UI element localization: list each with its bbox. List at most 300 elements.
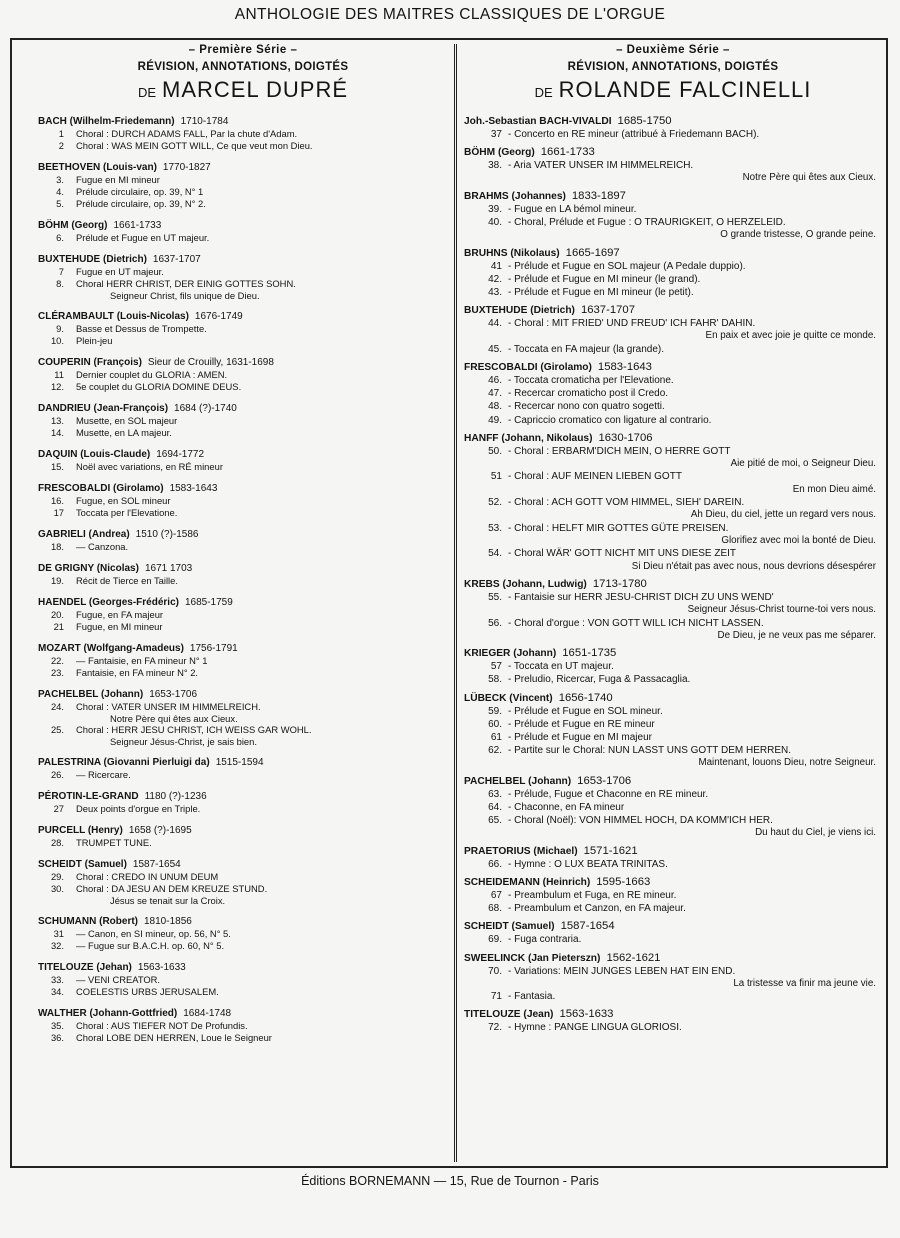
composer-heading bbox=[38, 688, 448, 701]
work-number: 62. bbox=[488, 745, 502, 757]
work-title: - Choral WÄR' GOTT NICHT MIT UNS DIESE ZEIT bbox=[508, 548, 737, 560]
composer-heading bbox=[464, 775, 882, 788]
work-number: 7 bbox=[58, 266, 64, 277]
composer-dates: 1563-1633 bbox=[559, 1008, 614, 1021]
work-title: - Partite sur le Choral: NUN LASST UNS GOTT DEM HERREN. bbox=[508, 745, 792, 757]
work-number: 16. bbox=[50, 495, 64, 506]
work-number: 15. bbox=[50, 461, 64, 472]
composer-heading bbox=[464, 190, 882, 203]
work-title: - Toccata en FA majeur (la grande). bbox=[508, 343, 665, 355]
work-title: 5e couplet du GLORIA DOMINE DEUS. bbox=[76, 381, 242, 392]
work-entry bbox=[464, 673, 882, 686]
composer-name: MOZART (Wolfgang-Amadeus) bbox=[38, 643, 184, 654]
work-number: 36. bbox=[50, 1032, 64, 1043]
work-number: 32. bbox=[50, 940, 64, 951]
work-number: 47. bbox=[488, 388, 502, 400]
composer-name: BRUHNS (Nikolaus) bbox=[464, 247, 560, 259]
composer-name: SCHEIDEMANN (Heinrich) bbox=[464, 876, 591, 888]
work-number: 50. bbox=[488, 445, 502, 457]
composer-dates: 1563-1633 bbox=[137, 962, 186, 973]
work-title: - Prélude et Fugue en MI mineur (le petit). bbox=[508, 287, 694, 299]
work-title: - Toccata en UT majeur. bbox=[508, 661, 614, 673]
composer-dates: 1515-1594 bbox=[215, 757, 264, 768]
composer-dates: 1694-1772 bbox=[156, 449, 205, 460]
work-number: 33. bbox=[50, 974, 64, 985]
work-number: 53. bbox=[488, 522, 502, 534]
composer-dates: 1684 (?)-1740 bbox=[174, 403, 237, 414]
work-entry bbox=[38, 871, 448, 883]
work-number: 9. bbox=[56, 323, 64, 334]
composer-dates: 1671 1703 bbox=[144, 563, 193, 574]
composer-name: BEETHOVEN (Louis-van) bbox=[38, 162, 157, 173]
work-number: 14. bbox=[50, 427, 64, 438]
work-title: - Preludio, Ricercar, Fuga & Passacaglia. bbox=[508, 674, 691, 686]
composer-heading bbox=[38, 790, 448, 803]
work-title: Choral : WAS MEIN GOTT WILL, Ce que veut mon Dieu. bbox=[76, 140, 313, 151]
work-title: Choral : DURCH ADAMS FALL, Par la chute d'Adam. bbox=[76, 128, 298, 139]
work-number: 34. bbox=[50, 986, 64, 997]
work-entry bbox=[464, 801, 882, 814]
work-title: - Choral : ACH GOTT VOM HIMMEL, SIEH' DAREIN. bbox=[508, 497, 745, 509]
composer-heading bbox=[38, 448, 448, 461]
composer-dates: 1651-1735 bbox=[562, 647, 617, 660]
work-title: Deux points d'orgue en Triple. bbox=[76, 803, 201, 814]
composer-dates: 1587-1654 bbox=[560, 920, 615, 933]
work-title: - Choral : MIT FRIED' UND FREUD' ICH FAHR' DAHIN. bbox=[508, 318, 756, 330]
work-translation: Notre Père qui êtes aux Cieux. bbox=[110, 713, 238, 724]
composer-heading bbox=[38, 310, 448, 323]
work-title: - Preambulum et Canzon, en FA majeur. bbox=[508, 903, 686, 915]
work-entry bbox=[464, 547, 882, 560]
work-number: 46. bbox=[488, 375, 502, 387]
work-entry bbox=[38, 940, 448, 952]
composer-dates: 1587-1654 bbox=[132, 859, 181, 870]
work-title: Choral : CREDO IN UNUM DEUM bbox=[76, 871, 219, 882]
work-number: 28. bbox=[50, 837, 64, 848]
second-series-column bbox=[464, 44, 882, 1035]
work-title: - Fuga contraria. bbox=[508, 934, 582, 946]
composer-dates: 1653-1706 bbox=[577, 774, 632, 787]
work-title: Musette, en LA majeur. bbox=[76, 427, 172, 438]
work-entry bbox=[38, 461, 448, 473]
work-entry bbox=[38, 986, 448, 998]
composer-dates: 1661-1733 bbox=[540, 146, 595, 159]
composer-name: SCHUMANN (Robert) bbox=[38, 916, 138, 927]
composer-name: HANFF (Johann, Nikolaus) bbox=[464, 432, 593, 444]
work-title: - Prélude, Fugue et Chaconne en RE mineur. bbox=[508, 788, 709, 800]
first-series-header bbox=[38, 44, 448, 103]
composer-dates: 1180 (?)-1236 bbox=[144, 791, 207, 802]
composer-heading bbox=[464, 920, 882, 933]
work-number: 19. bbox=[50, 575, 64, 586]
work-title: Fugue, en MI mineur bbox=[76, 621, 163, 632]
work-number: 1 bbox=[58, 128, 64, 139]
work-number: 72. bbox=[488, 1022, 502, 1034]
composer-name: TITELOUZE (Jehan) bbox=[38, 962, 132, 973]
work-title: Fantaisie, en FA mineur N° 2. bbox=[76, 667, 199, 678]
work-title: Plein-jeu bbox=[76, 335, 113, 346]
composer-name: DE GRIGNY (Nicolas) bbox=[38, 563, 139, 574]
work-title: Choral HERR CHRIST, DER EINIG GOTTES SOHN. bbox=[76, 278, 296, 289]
work-number: 55. bbox=[488, 591, 502, 603]
work-number: 68. bbox=[488, 903, 502, 915]
composer-dates: 1685-1759 bbox=[184, 597, 233, 608]
work-number: 66. bbox=[488, 858, 502, 870]
work-translation: Notre Père qui êtes aux Cieux. bbox=[742, 172, 876, 184]
composer-heading bbox=[464, 1008, 882, 1021]
composer-dates: 1833-1897 bbox=[571, 189, 626, 202]
work-title: - Chaconne, en FA mineur bbox=[508, 801, 625, 813]
work-title: Prélude et Fugue en UT majeur. bbox=[76, 232, 210, 243]
composer-dates: 1583-1643 bbox=[169, 483, 218, 494]
work-entry bbox=[38, 1020, 448, 1032]
page-title: ANTHOLOGIE DES MAITRES CLASSIQUES DE L'ORGUE bbox=[234, 6, 666, 23]
work-title: - Prélude et Fugue en MI majeur bbox=[508, 731, 652, 743]
composer-heading bbox=[464, 578, 882, 591]
work-title: Prélude circulaire, op. 39, N° 1 bbox=[76, 186, 204, 197]
work-number: 3. bbox=[56, 174, 64, 185]
work-title: - Choral : AUF MEINEN LIEBEN GOTT bbox=[508, 471, 682, 483]
work-translation: Glorifiez avec moi la bonté de Dieu. bbox=[721, 534, 876, 546]
work-entry bbox=[464, 591, 882, 604]
work-entry bbox=[38, 381, 448, 393]
composer-heading bbox=[38, 115, 448, 128]
work-number: 61 bbox=[490, 731, 502, 743]
work-number: 54. bbox=[488, 548, 502, 560]
work-entry bbox=[464, 343, 882, 356]
work-title: Récit de Tierce en Taille. bbox=[76, 575, 178, 586]
work-entry bbox=[464, 273, 882, 286]
work-title: Choral : HERR JESU CHRIST, ICH WEISS GAR WOHL. bbox=[76, 724, 312, 735]
composer-heading bbox=[464, 845, 882, 858]
work-number: 48. bbox=[488, 401, 502, 413]
work-entry bbox=[38, 495, 448, 507]
composer-name: BUXTEHUDE (Dietrich) bbox=[464, 305, 575, 317]
composer-heading bbox=[38, 1007, 448, 1020]
work-number: 20. bbox=[50, 609, 64, 620]
work-title: - Prélude et Fugue en SOL mineur. bbox=[508, 705, 663, 717]
work-title: - Choral : HELFT MIR GOTTES GÜTE PREISEN. bbox=[508, 522, 729, 534]
work-entry bbox=[464, 387, 882, 400]
work-number: 45. bbox=[488, 343, 502, 355]
composer-name: COUPERIN (François) bbox=[38, 357, 142, 368]
work-entry bbox=[38, 140, 448, 152]
work-number: 56. bbox=[488, 617, 502, 629]
work-number: 58. bbox=[488, 674, 502, 686]
composer-dates: 1637-1707 bbox=[580, 304, 635, 317]
work-title: Fugue en MI mineur bbox=[76, 174, 160, 185]
work-entry bbox=[464, 414, 882, 427]
work-translation: En mon Dieu aimé. bbox=[792, 483, 876, 495]
work-entry bbox=[464, 1021, 882, 1034]
work-entry bbox=[38, 667, 448, 679]
work-number: 23. bbox=[50, 667, 64, 678]
composer-list bbox=[464, 115, 882, 1035]
composer-list bbox=[38, 115, 448, 1044]
work-translation: Maintenant, louons Dieu, notre Seigneur. bbox=[698, 757, 876, 769]
work-title: Fugue, en FA majeur bbox=[76, 609, 164, 620]
work-title: - Prélude et Fugue en SOL majeur (A Pedale duppio). bbox=[508, 260, 746, 272]
work-number: 38. bbox=[488, 160, 502, 172]
composer-name: KREBS (Johann, Ludwig) bbox=[464, 578, 587, 590]
composer-dates: 1595-1663 bbox=[596, 875, 651, 888]
work-entry bbox=[38, 803, 448, 815]
composer-name: FRESCOBALDI (Girolamo) bbox=[38, 483, 164, 494]
composer-name: TITELOUZE (Jean) bbox=[464, 1009, 554, 1021]
work-title: COELESTIS URBS JERUSALEM. bbox=[76, 986, 219, 997]
work-entry bbox=[464, 374, 882, 387]
work-entry bbox=[464, 788, 882, 801]
work-entry bbox=[464, 286, 882, 299]
composer-heading bbox=[464, 432, 882, 445]
composer-dates: 1510 (?)-1586 bbox=[135, 529, 199, 540]
composer-dates: 1656-1740 bbox=[558, 691, 613, 704]
work-entry bbox=[464, 814, 882, 827]
work-number: 59. bbox=[488, 705, 502, 717]
composer-dates: 1756-1791 bbox=[189, 643, 238, 654]
work-number: 24. bbox=[50, 701, 64, 712]
work-entry bbox=[38, 323, 448, 335]
composer-name: KRIEGER (Johann) bbox=[464, 648, 557, 660]
composer-heading bbox=[38, 482, 448, 495]
composer-dates: 1685-1750 bbox=[617, 115, 672, 127]
work-entry bbox=[38, 232, 448, 244]
work-translation: Seigneur Jésus-Christ tourne-toi vers nous. bbox=[687, 604, 876, 616]
work-entry bbox=[464, 731, 882, 744]
work-title: Fugue, en SOL mineur bbox=[76, 495, 171, 506]
series-label: – Première Série – bbox=[188, 44, 298, 56]
second-series-header bbox=[464, 44, 882, 103]
composer-dates: 1637-1707 bbox=[152, 254, 201, 265]
composer-dates: 1630-1706 bbox=[598, 431, 653, 444]
work-entry bbox=[464, 902, 882, 915]
composer-name: HAENDEL (Georges-Frédéric) bbox=[38, 597, 179, 608]
work-translation: Aie pitié de moi, o Seigneur Dieu. bbox=[730, 458, 876, 470]
work-title: Musette, en SOL majeur bbox=[76, 415, 178, 426]
work-number: 52. bbox=[488, 497, 502, 509]
work-title: - Variations: MEIN JUNGES LEBEN HAT EIN END. bbox=[508, 965, 736, 977]
work-title: - Concerto en RE mineur (attribué à Friedemann BACH). bbox=[508, 129, 760, 140]
composer-name: DANDRIEU (Jean-François) bbox=[38, 403, 169, 414]
composer-name: BÖHM (Georg) bbox=[464, 147, 535, 159]
work-title: Choral : VATER UNSER IM HIMMELREICH. bbox=[76, 701, 261, 712]
work-number: 40. bbox=[488, 217, 502, 229]
work-number: 35. bbox=[50, 1020, 64, 1031]
composer-heading bbox=[464, 647, 882, 660]
work-entry bbox=[38, 883, 448, 895]
work-entry bbox=[38, 174, 448, 186]
composer-heading bbox=[38, 596, 448, 609]
composer-heading bbox=[464, 361, 882, 374]
work-title: Basse et Dessus de Trompette. bbox=[76, 323, 207, 334]
editor-name: MARCEL DUPRÉ bbox=[162, 77, 349, 102]
work-number: 44. bbox=[488, 318, 502, 330]
work-entry bbox=[464, 705, 882, 718]
composer-dates: 1676-1749 bbox=[194, 311, 243, 322]
work-title: - Choral d'orgue : VON GOTT WILL ICH NICHT LASSEN. bbox=[508, 617, 764, 629]
work-entry bbox=[38, 186, 448, 198]
work-title: - Choral : ERBARM'DICH MEIN, O HERRE GOTT bbox=[508, 445, 731, 457]
composer-dates: Sieur de Crouilly, 1631-1698 bbox=[147, 357, 274, 368]
work-entry bbox=[464, 522, 882, 535]
work-entry bbox=[38, 621, 448, 633]
composer-heading bbox=[464, 952, 882, 965]
work-entry bbox=[38, 724, 448, 736]
work-entry bbox=[38, 335, 448, 347]
work-title: — Ricercare. bbox=[76, 769, 131, 780]
work-entry bbox=[38, 415, 448, 427]
work-number: 64. bbox=[488, 801, 502, 813]
work-entry bbox=[464, 660, 882, 673]
composer-name: BÖHM (Georg) bbox=[38, 220, 108, 231]
work-number: 27 bbox=[53, 803, 64, 814]
work-entry bbox=[38, 427, 448, 439]
composer-name: GABRIELI (Andrea) bbox=[38, 529, 130, 540]
composer-dates: 1653-1706 bbox=[149, 689, 198, 700]
work-title: - Fantasia. bbox=[508, 991, 556, 1003]
work-entry bbox=[464, 159, 882, 172]
work-entry bbox=[464, 933, 882, 946]
work-title: Fugue en UT majeur. bbox=[76, 266, 164, 277]
work-title: - Prélude et Fugue en RE mineur bbox=[508, 718, 655, 730]
composer-name: WALTHER (Johann-Gottfried) bbox=[38, 1008, 178, 1019]
work-title: Prélude circulaire, op. 39, N° 2. bbox=[76, 198, 206, 209]
composer-name: BRAHMS (Johannes) bbox=[464, 190, 566, 202]
composer-heading bbox=[38, 756, 448, 769]
work-title: — VENI CREATOR. bbox=[76, 974, 161, 985]
composer-name: PÉROTIN-LE-GRAND bbox=[38, 791, 139, 802]
work-entry bbox=[38, 609, 448, 621]
work-translation: La tristesse va finir ma jeune vie. bbox=[733, 977, 876, 989]
work-number: 49. bbox=[488, 414, 502, 426]
work-number: 51 bbox=[490, 471, 502, 483]
work-number: 5. bbox=[56, 198, 64, 209]
composer-name: SCHEIDT (Samuel) bbox=[464, 921, 555, 933]
work-entry bbox=[464, 203, 882, 216]
composer-name: CLÉRAMBAULT (Louis-Nicolas) bbox=[38, 311, 189, 322]
work-title: - Prélude et Fugue en MI mineur (le grand). bbox=[508, 273, 701, 285]
work-entry bbox=[38, 1032, 448, 1044]
work-number: 43. bbox=[488, 287, 502, 299]
work-title: - Fugue en LA bémol mineur. bbox=[508, 203, 637, 215]
composer-name: BACH (Wilhelm-Friedemann) bbox=[38, 116, 175, 127]
work-number: 21 bbox=[53, 621, 64, 632]
work-entry bbox=[38, 278, 448, 290]
work-translation: De Dieu, je ne veux pas me séparer. bbox=[717, 629, 876, 641]
work-entry bbox=[464, 216, 882, 229]
composer-heading bbox=[38, 528, 448, 541]
work-translation: Du haut du Ciel, je viens ici. bbox=[755, 827, 876, 839]
work-number: 69. bbox=[488, 934, 502, 946]
work-number: 30. bbox=[50, 883, 64, 894]
composer-heading bbox=[38, 642, 448, 655]
work-entry bbox=[464, 889, 882, 902]
work-entry bbox=[38, 655, 448, 667]
work-title: - Hymne : PANGE LINGUA GLORIOSI. bbox=[508, 1022, 682, 1034]
work-title: - Choral (Noël): VON HIMMEL HOCH, DA KOMM'ICH HER. bbox=[508, 815, 773, 827]
work-number: 17 bbox=[53, 507, 64, 518]
composer-heading bbox=[38, 961, 448, 974]
composer-heading bbox=[464, 876, 882, 889]
composer-name: SCHEIDT (Samuel) bbox=[38, 859, 127, 870]
work-entry bbox=[38, 128, 448, 140]
composer-name: PRAETORIUS (Michael) bbox=[464, 845, 578, 857]
work-translation: O grande tristesse, O grande peine. bbox=[720, 229, 876, 241]
work-title: - Preambulum et Fuga, en RE mineur. bbox=[508, 889, 677, 901]
work-entry bbox=[38, 769, 448, 781]
composer-heading bbox=[38, 824, 448, 837]
work-title: - Aria VATER UNSER IM HIMMELREICH. bbox=[508, 160, 694, 172]
editor-line bbox=[464, 77, 882, 103]
work-number: 22. bbox=[50, 655, 64, 666]
work-title: Choral : AUS TIEFER NOT De Profundis. bbox=[76, 1020, 248, 1031]
composer-heading bbox=[38, 356, 448, 369]
work-number: 65. bbox=[488, 815, 502, 827]
work-entry bbox=[464, 445, 882, 458]
composer-name: Joh.-Sebastian BACH-VIVALDI bbox=[464, 116, 612, 127]
work-number: 57 bbox=[490, 661, 502, 673]
composer-heading bbox=[38, 253, 448, 266]
work-translation: En paix et avec joie je quitte ce monde. bbox=[705, 330, 876, 342]
composer-heading bbox=[38, 858, 448, 871]
composer-heading bbox=[464, 304, 882, 317]
work-title: TRUMPET TUNE. bbox=[76, 837, 152, 848]
work-translation: Jésus se tenait sur la Croix. bbox=[110, 895, 226, 906]
composer-name: PACHELBEL (Johann) bbox=[38, 689, 144, 700]
work-entry bbox=[38, 541, 448, 553]
composer-name: LÜBECK (Vincent) bbox=[464, 692, 553, 704]
work-number: 26. bbox=[50, 769, 64, 780]
work-entry bbox=[38, 701, 448, 713]
work-title: Toccata per l'Elevatione. bbox=[76, 507, 178, 518]
work-entry bbox=[38, 507, 448, 519]
composer-dates: 1583-1643 bbox=[597, 361, 652, 374]
composer-heading bbox=[38, 402, 448, 415]
work-title: - Capriccio cromatico con ligature al contrario. bbox=[508, 414, 712, 426]
work-translation: Seigneur Jésus-Christ, je sais bien. bbox=[110, 736, 257, 747]
work-number: 11 bbox=[54, 369, 64, 380]
work-title: - Recercar nono con quatro sogetti. bbox=[508, 401, 665, 413]
composer-heading bbox=[464, 247, 882, 260]
composer-heading bbox=[464, 115, 882, 128]
work-entry bbox=[38, 369, 448, 381]
composer-dates: 1658 (?)-1695 bbox=[128, 825, 192, 836]
work-number: 13. bbox=[50, 415, 64, 426]
composer-heading bbox=[38, 219, 448, 232]
composer-name: PALESTRINA (Giovanni Pierluigi da) bbox=[38, 757, 210, 768]
composer-heading bbox=[38, 915, 448, 928]
work-number: 60. bbox=[488, 718, 502, 730]
work-entry bbox=[464, 858, 882, 871]
work-number: 42. bbox=[488, 273, 502, 285]
composer-heading bbox=[38, 161, 448, 174]
work-number: 8. bbox=[56, 278, 64, 289]
work-entry bbox=[464, 990, 882, 1003]
composer-name: SWEELINCK (Jan Pieterszn) bbox=[464, 952, 601, 964]
work-translation: Seigneur Christ, fils unique de Dieu. bbox=[110, 290, 260, 301]
composer-dates: 1571-1621 bbox=[583, 844, 638, 857]
publisher-footer: Éditions BORNEMANN — 15, Rue de Tournon - Paris bbox=[301, 1174, 599, 1188]
work-entry bbox=[464, 317, 882, 330]
work-number: 18. bbox=[50, 541, 64, 552]
work-title: Noël avec variations, en RÉ mineur bbox=[76, 461, 223, 472]
composer-heading bbox=[38, 562, 448, 575]
revision-label: RÉVISION, ANNOTATIONS, DOIGTÉS bbox=[137, 61, 349, 73]
work-entry bbox=[464, 496, 882, 509]
composer-name: PURCELL (Henry) bbox=[38, 825, 123, 836]
work-entry bbox=[464, 260, 882, 273]
work-title: — Fantaisie, en FA mineur N° 1 bbox=[76, 655, 208, 666]
